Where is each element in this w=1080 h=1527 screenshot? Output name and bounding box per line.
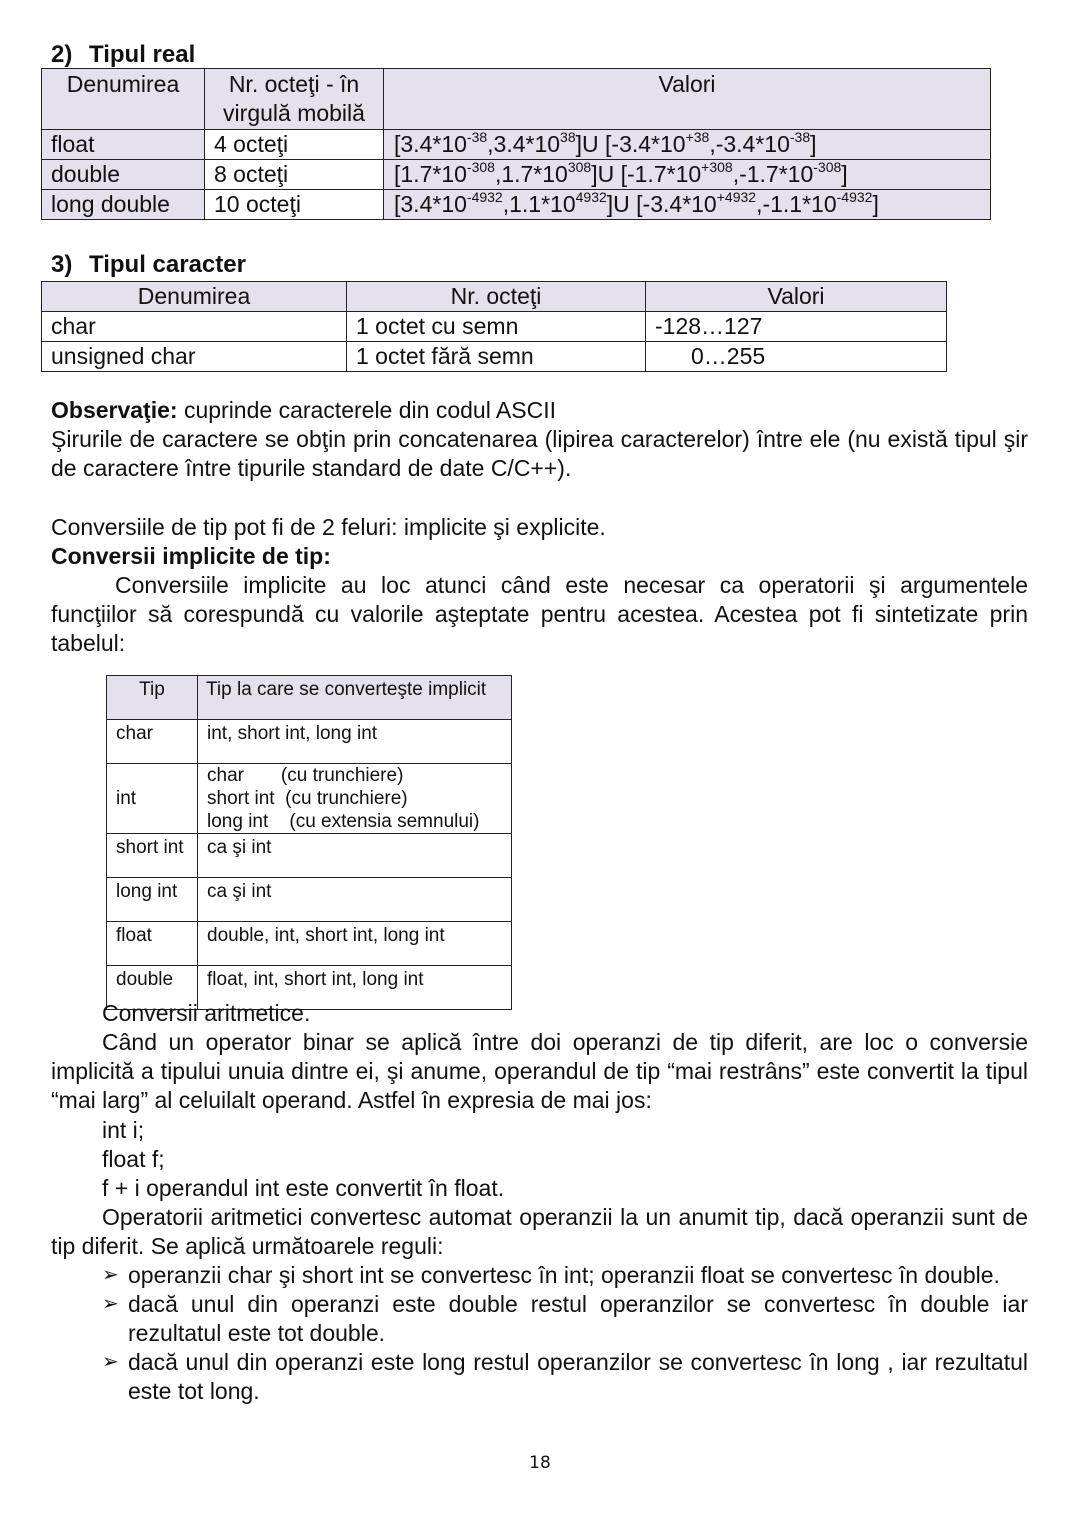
section-heading-real [51, 41, 195, 69]
implicit-conversions-paragraph: Conversiile implicite au loc atunci când este necesar ca operatorii şi argumentele funcţiilor să corespundă cu valorile aşteptate pentru acestea. Acestea pot fi sintetizate prin tabelul: [51, 572, 1028, 656]
table-row [42, 160, 991, 190]
table-row [107, 878, 512, 922]
header-cell: Valori [384, 69, 991, 130]
type-name-cell: float [42, 130, 205, 160]
section-number: 2) [51, 41, 73, 68]
header-cell: Denumirea [42, 69, 205, 130]
range-cell: $[1.7*10^{-308},1.7*10^{308}]U$ $[-1.7*10^{+308},-1.7*10^{-308}]$ [384, 160, 991, 190]
type-cell: double [107, 966, 198, 1010]
converts-to-cell: char (cu trunchiere) short int (cu trunchiere) long int (cu extensia semnului) [198, 764, 512, 834]
arithmetic-conversions-title: Conversii aritmetice. [102, 1000, 311, 1026]
table-row [107, 834, 512, 878]
header-cell: Tip [107, 676, 198, 720]
table-row [107, 720, 512, 764]
type-name-cell: char [42, 312, 347, 342]
values-cell: 0…255 [646, 342, 947, 372]
header-cell: Nr. octeţi [347, 282, 646, 312]
section-number: 3) [51, 251, 73, 278]
code-line: int i; [102, 1117, 145, 1143]
bytes-cell: 8 octeţi [205, 160, 384, 190]
section-title: Tipul caracter [89, 251, 246, 278]
list-item: ➢ dacă unul din operanzi este long restul operanzilor se convertesc în long , iar rezultatul este tot long. [102, 1349, 1028, 1404]
table-row [42, 190, 991, 220]
type-cell: float [107, 922, 198, 966]
code-line: float f; [102, 1146, 165, 1172]
bytes-cell: 1 octet fără semn [347, 342, 646, 372]
list-item: ➢ operanzii char şi short int se convertesc în int; operanzii float se convertesc în double. [102, 1262, 1000, 1288]
type-cell: char [107, 720, 198, 764]
values-cell: -128…127 [646, 312, 947, 342]
arrow-bullet-icon: ➢ [102, 1293, 119, 1315]
section-title: Tipul real [89, 41, 196, 68]
observation-label: Observaţie: [51, 397, 178, 423]
observation-text: cuprinde caracterele din codul ASCII [177, 397, 556, 423]
table-row [42, 130, 991, 160]
converts-to-cell: int, short int, long int [198, 720, 512, 764]
range-cell: $[3.4*10^{-4932},1.1*10^{4932}]U$ $[-3.4*10^{+4932},-1.1*10^{-4932}]$ [384, 190, 991, 220]
conversion-rules-list [102, 1261, 1028, 1406]
type-cell: int [107, 764, 198, 834]
header-cell: Nr. octeţi - în virgulă mobilă [205, 69, 384, 130]
conversions-intro: Conversiile de tip pot fi de 2 feluri: implicite şi explicite. [51, 514, 606, 540]
type-cell: long int [107, 878, 198, 922]
arrow-bullet-icon: ➢ [102, 1264, 119, 1286]
converts-to-cell: ca şi int [198, 834, 512, 878]
real-types-table [41, 68, 991, 220]
arrow-bullet-icon: ➢ [102, 1351, 119, 1373]
table-row [107, 922, 512, 966]
table-row [42, 342, 947, 372]
code-line: f + i operandul int este convertit în float. [102, 1175, 505, 1201]
rules-intro-paragraph: Operatorii aritmetici convertesc automat operanzii la un anumit tip, dacă operanzii sunt de tip diferit. Se aplică următoarele reguli: [51, 1204, 1028, 1259]
bytes-cell: 4 octeţi [205, 130, 384, 160]
table-header-row [42, 69, 991, 130]
table-row [42, 312, 947, 342]
converts-to-cell: float, int, short int, long int [198, 966, 512, 1010]
strings-paragraph: Şirurile de caractere se obţin prin concatenarea (lipirea caracterelor) între ele (nu există tipul şir de caractere între tipurile standard de date C/C++). [51, 426, 1028, 481]
converts-to-cell: double, int, short int, long int [198, 922, 512, 966]
bytes-cell: 1 octet cu semn [347, 312, 646, 342]
header-cell: Denumirea [42, 282, 347, 312]
range-cell: $[3.4*10^{-38},3.4*10^{38}]U$ $[-3.4*10^{+38},-3.4*10^{-38}]$ [384, 130, 991, 160]
section-heading-char [51, 251, 246, 279]
header-cell: Valori [646, 282, 947, 312]
type-cell: short int [107, 834, 198, 878]
table-header-row [42, 282, 947, 312]
page-number: 18 [529, 1453, 551, 1473]
bytes-cell: 10 octeţi [205, 190, 384, 220]
header-cell: Tip la care se converteşte implicit [198, 676, 512, 720]
implicit-conversions-heading: Conversii implicite de tip: [51, 543, 331, 569]
arithmetic-paragraph: Când un operator binar se aplică între doi operanzi de tip diferit, are loc o conversie implicită a tipului unuia dintre ei, şi anume, operandul de tip “mai restrâns” este convertit la tipul “mai larg” al celuilalt operand. Astfel în expresia de mai jos: [51, 1029, 1028, 1113]
observation-line [51, 396, 1028, 425]
type-name-cell: long double [42, 190, 205, 220]
list-item: ➢ dacă unul din operanzi este double restul operanzilor se convertesc în double iar rezultatul este tot double. [102, 1291, 1028, 1346]
table-row [107, 764, 512, 834]
converts-to-cell: ca şi int [198, 878, 512, 922]
table-header-row [107, 676, 512, 720]
type-name-cell: unsigned char [42, 342, 347, 372]
type-name-cell: double [42, 160, 205, 190]
char-types-table [41, 281, 947, 372]
implicit-conversion-table [106, 675, 512, 1010]
